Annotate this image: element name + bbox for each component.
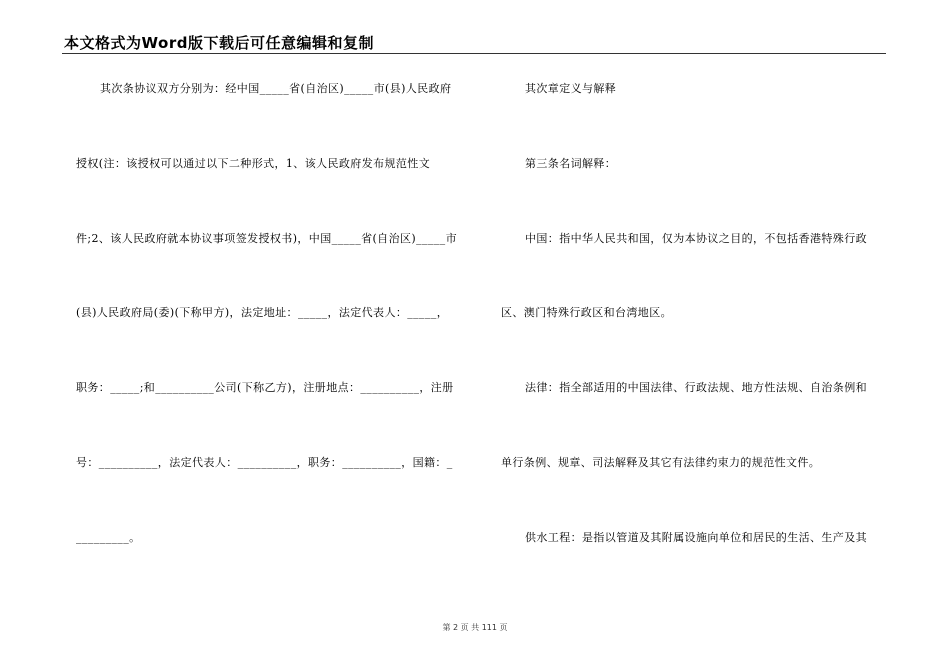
right-line-5: 法律：指全部适用的中国法律、行政法规、地方性法规、自治条例和	[525, 381, 867, 394]
right-line-4: 区、澳门特殊行政区和台湾地区。	[501, 306, 672, 319]
left-line-6: 号：__________，法定代表人：__________，职务：__________，国籍：_	[76, 456, 453, 469]
right-line-1: 其次章定义与解释	[525, 82, 617, 95]
right-line-2: 第三条名词解释：	[525, 157, 617, 170]
page-number-footer: 第 2 页 共 111 页	[442, 623, 508, 632]
left-line-3: 件;2、该人民政府就本协议事项签发授权书)，中国_____省(自治区)_____市	[76, 232, 457, 245]
right-column	[475, 0, 950, 672]
right-line-6: 单行条例、规章、司法解释及其它有法律约束力的规范性文件。	[501, 456, 821, 469]
left-line-5: 职务：_____;和__________公司(下称乙方)，注册地点：__________，注册	[76, 381, 454, 394]
right-line-7: 供水工程：是指以管道及其附属设施向单位和居民的生活、生产及其	[525, 531, 867, 544]
left-line-4: (县)人民政府局(委)(下称甲方)，法定地址：_____，法定代表人：_____，	[76, 306, 449, 319]
page-header-title: 本文格式为Word版下载后可任意编辑和复制	[64, 34, 374, 52]
left-line-2: 授权(注：该授权可以通过以下二种形式，1、该人民政府发布规范性文	[76, 157, 431, 170]
left-line-7: _________。	[76, 531, 141, 544]
left-line-1: 其次条协议双方分别为：经中国_____省(自治区)_____市(县)人民政府	[100, 82, 452, 95]
right-line-3: 中国：指中华人民共和国，仅为本协议之目的，不包括香港特殊行政	[525, 232, 867, 245]
